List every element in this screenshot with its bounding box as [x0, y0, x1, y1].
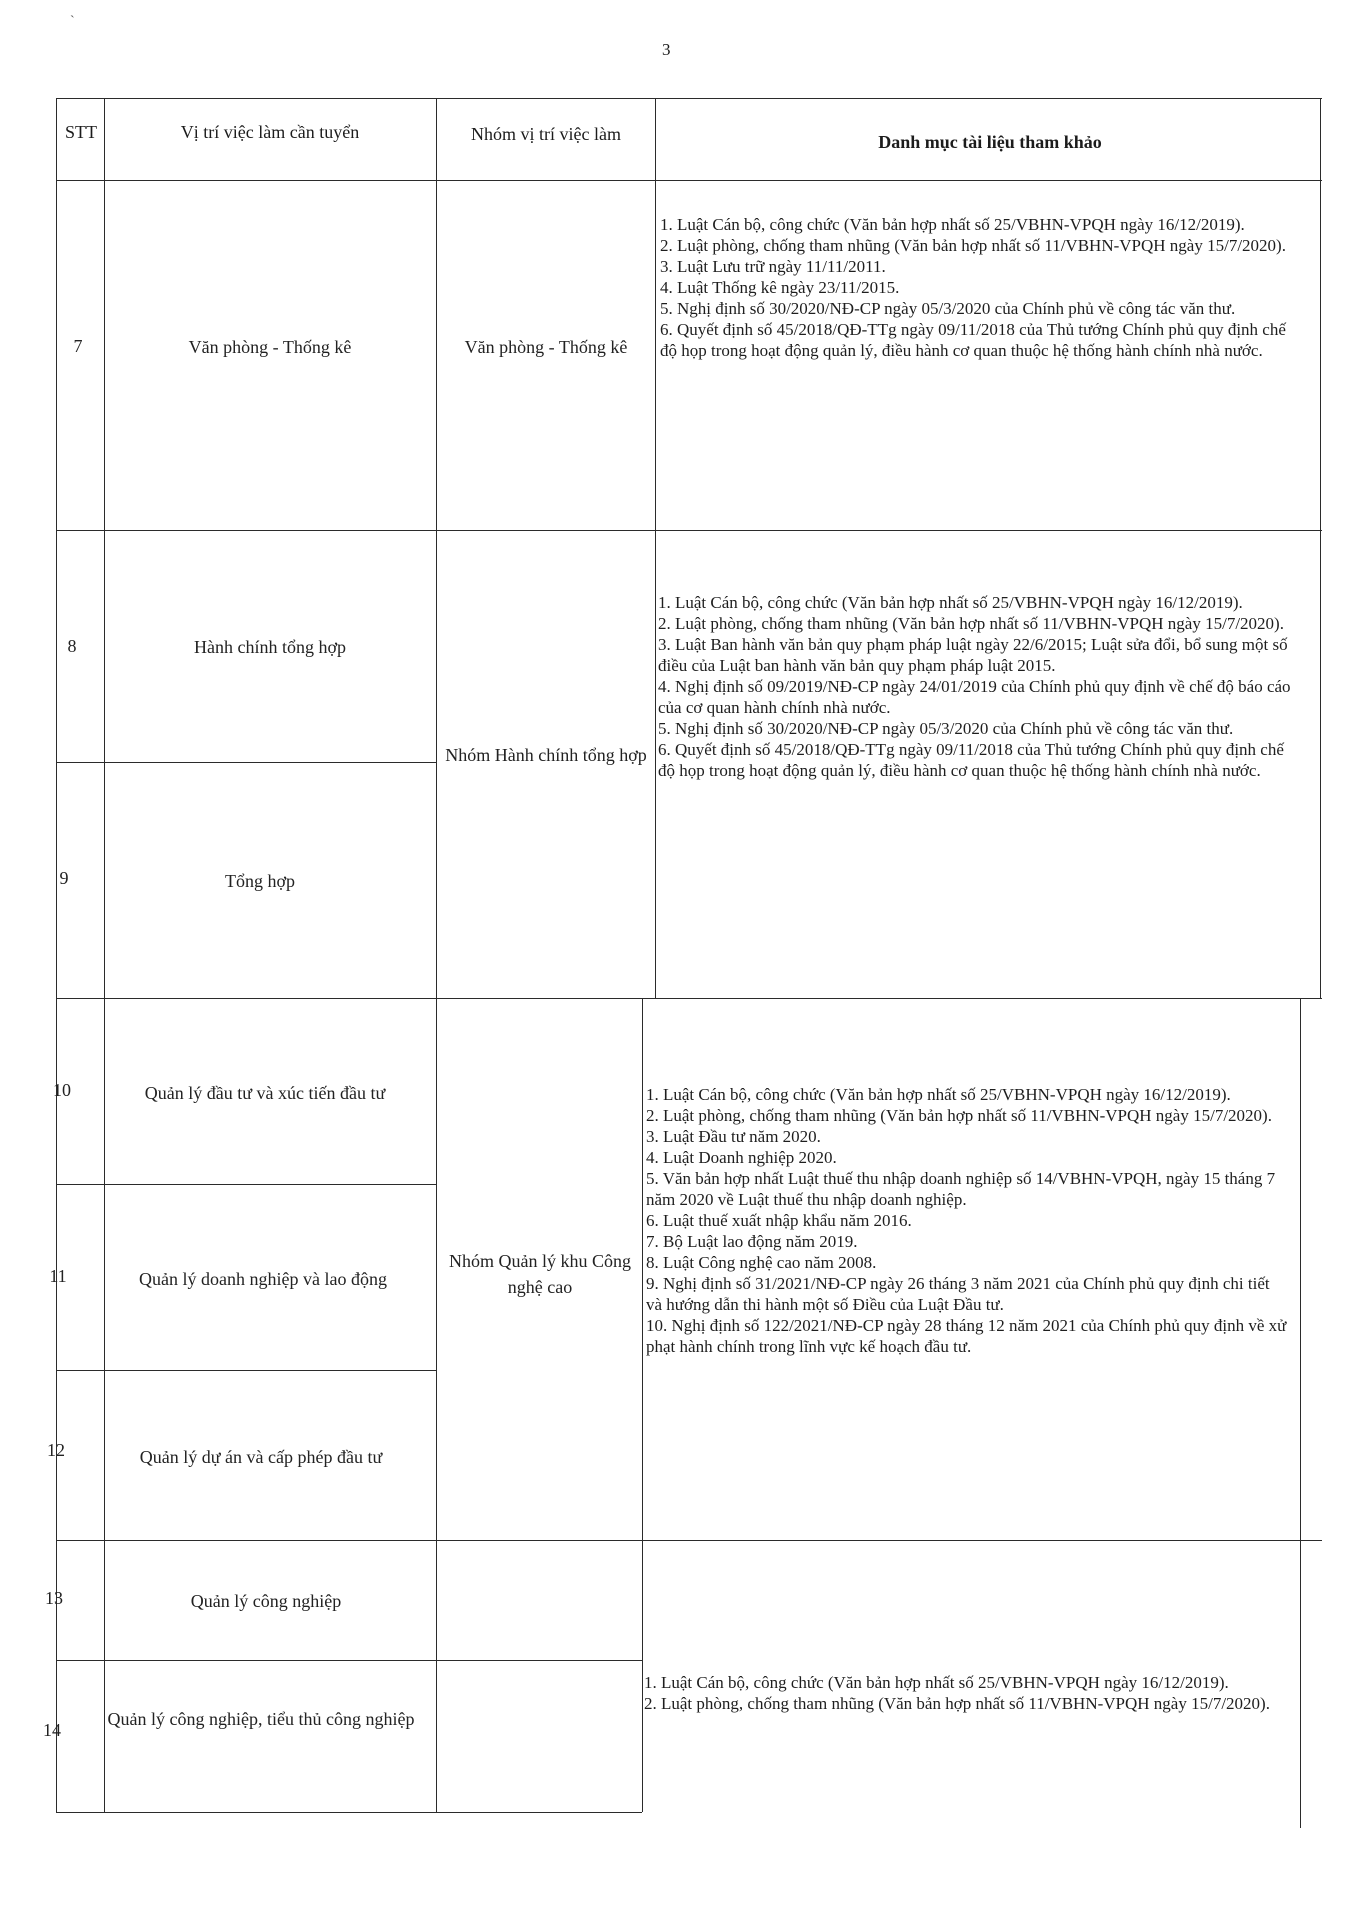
row-stt-13: 13 [45, 1588, 63, 1608]
scan-mark: ˋ [70, 14, 75, 29]
group-quan-ly-khu-cong-nghe-cao: Nhóm Quản lý khu Công nghệ cao [449, 1251, 631, 1297]
reference-item: 1. Luật Cán bộ, công chức (Văn bản hợp nhất số 25/VBHN-VPQH ngày 16/12/2019). [646, 1085, 1231, 1104]
reference-item: 2. Luật phòng, chống tham nhũng (Văn bản hợp nhất số 11/VBHN-VPQH ngày 15/7/2020). [644, 1694, 1270, 1713]
row-position-8: Hành chính tổng hợp [194, 637, 346, 657]
reference-item: 2. Luật phòng, chống tham nhũng (Văn bản hợp nhất số 11/VBHN-VPQH ngày 15/7/2020). [646, 1106, 1272, 1125]
reference-item: 3. Luật Lưu trữ ngày 11/11/2011. [660, 257, 886, 276]
reference-item: 5. Nghị định số 30/2020/NĐ-CP ngày 05/3/2020 của Chính phủ về công tác văn thư. [658, 719, 1234, 738]
header-stt: STT [64, 122, 97, 142]
reference-item: 8. Luật Công nghệ cao năm 2008. [646, 1253, 877, 1272]
references-list-hanh-chinh [658, 592, 1298, 781]
references-list-cong-nghiep [644, 1672, 1284, 1714]
group-hanh-chinh-tong-hop: Nhóm Hành chính tổng hợp [445, 745, 647, 765]
reference-item: 7. Bộ Luật lao động năm 2019. [646, 1232, 858, 1251]
group-van-phong: Văn phòng - Thống kê [464, 337, 628, 357]
row-stt-10: 10 [53, 1080, 71, 1100]
row-stt-11: 11 [49, 1266, 67, 1286]
header-references: Danh mục tài liệu tham khảo [878, 132, 1102, 152]
reference-item: 10. Nghị định số 122/2021/NĐ-CP ngày 28 tháng 12 năm 2021 của Chính phủ quy định về xử phạt hành chính trong lĩnh vực kế hoạch đầu tư. [646, 1316, 1287, 1356]
page-number: 3 [662, 40, 671, 59]
reference-item: 5. Nghị định số 30/2020/NĐ-CP ngày 05/3/2020 của Chính phủ về công tác văn thư. [660, 299, 1236, 318]
reference-item: 4. Luật Doanh nghiệp 2020. [646, 1148, 837, 1167]
row-stt-14: 14 [43, 1720, 61, 1740]
reference-item: 2. Luật phòng, chống tham nhũng (Văn bản hợp nhất số 11/VBHN-VPQH ngày 15/7/2020). [660, 236, 1286, 255]
reference-item: 9. Nghị định số 31/2021/NĐ-CP ngày 26 tháng 3 năm 2021 của Chính phủ quy định chi tiết và hướng dẫn thi hành một số Điều của Luật Đầu tư. [646, 1274, 1270, 1314]
row-stt-12: 12 [47, 1440, 65, 1460]
reference-item: 4. Nghị định số 09/2019/NĐ-CP ngày 24/01/2019 của Chính phủ quy định về chế độ báo cáo của cơ quan hành chính nhà nước. [658, 677, 1291, 717]
reference-item: 4. Luật Thống kê ngày 23/11/2015. [660, 278, 900, 297]
row-position-14: Quản lý công nghiệp, tiểu thủ công nghiệp [107, 1709, 415, 1729]
row-position-11: Quản lý doanh nghiệp và lao động [139, 1269, 387, 1289]
reference-item: 6. Quyết định số 45/2018/QĐ-TTg ngày 09/11/2018 của Thủ tướng Chính phủ quy định chế độ họp trong hoạt động quản lý, điều hành cơ quan thuộc hệ thống hành chính nhà nước. [658, 740, 1284, 780]
row-stt-8: 8 [67, 636, 77, 656]
reference-item: 6. Luật thuế xuất nhập khẩu năm 2016. [646, 1211, 912, 1230]
reference-item: 5. Văn bản hợp nhất Luật thuế thu nhập doanh nghiệp số 14/VBHN-VPQH, ngày 15 tháng 7 năm 2020 về Luật thuế thu nhập doanh nghiệp. [646, 1169, 1276, 1209]
reference-item: 1. Luật Cán bộ, công chức (Văn bản hợp nhất số 25/VBHN-VPQH ngày 16/12/2019). [660, 215, 1245, 234]
row-stt-9: 9 [59, 868, 69, 888]
header-group: Nhóm vị trí việc làm [471, 124, 621, 144]
references-list-cong-nghe-cao [646, 1084, 1288, 1357]
row-position-10: Quản lý đầu tư và xúc tiến đầu tư [144, 1083, 386, 1103]
row-position-9: Tổng hợp [224, 871, 295, 891]
reference-item: 2. Luật phòng, chống tham nhũng (Văn bản hợp nhất số 11/VBHN-VPQH ngày 15/7/2020). [658, 614, 1284, 633]
row-position-13: Quản lý công nghiệp [190, 1591, 342, 1611]
reference-item: 6. Quyết định số 45/2018/QĐ-TTg ngày 09/11/2018 của Thủ tướng Chính phủ quy định chế độ họp trong hoạt động quản lý, điều hành cơ quan thuộc hệ thống hành chính nhà nước. [660, 320, 1286, 360]
row-position-12: Quản lý dự án và cấp phép đầu tư [139, 1447, 383, 1467]
reference-item: 1. Luật Cán bộ, công chức (Văn bản hợp nhất số 25/VBHN-VPQH ngày 16/12/2019). [644, 1673, 1229, 1692]
reference-item: 1. Luật Cán bộ, công chức (Văn bản hợp nhất số 25/VBHN-VPQH ngày 16/12/2019). [658, 593, 1243, 612]
reference-item: 3. Luật Đầu tư năm 2020. [646, 1127, 821, 1146]
reference-item: 3. Luật Ban hành văn bản quy phạm pháp luật ngày 22/6/2015; Luật sửa đổi, bổ sung một số điều của Luật ban hành văn bản quy phạm pháp luật 2015. [658, 635, 1288, 675]
header-position: Vị trí việc làm cần tuyển [180, 122, 360, 142]
references-list-van-phong [660, 214, 1300, 361]
row-position-7: Văn phòng - Thống kê [188, 337, 352, 357]
row-stt-7: 7 [73, 336, 83, 356]
